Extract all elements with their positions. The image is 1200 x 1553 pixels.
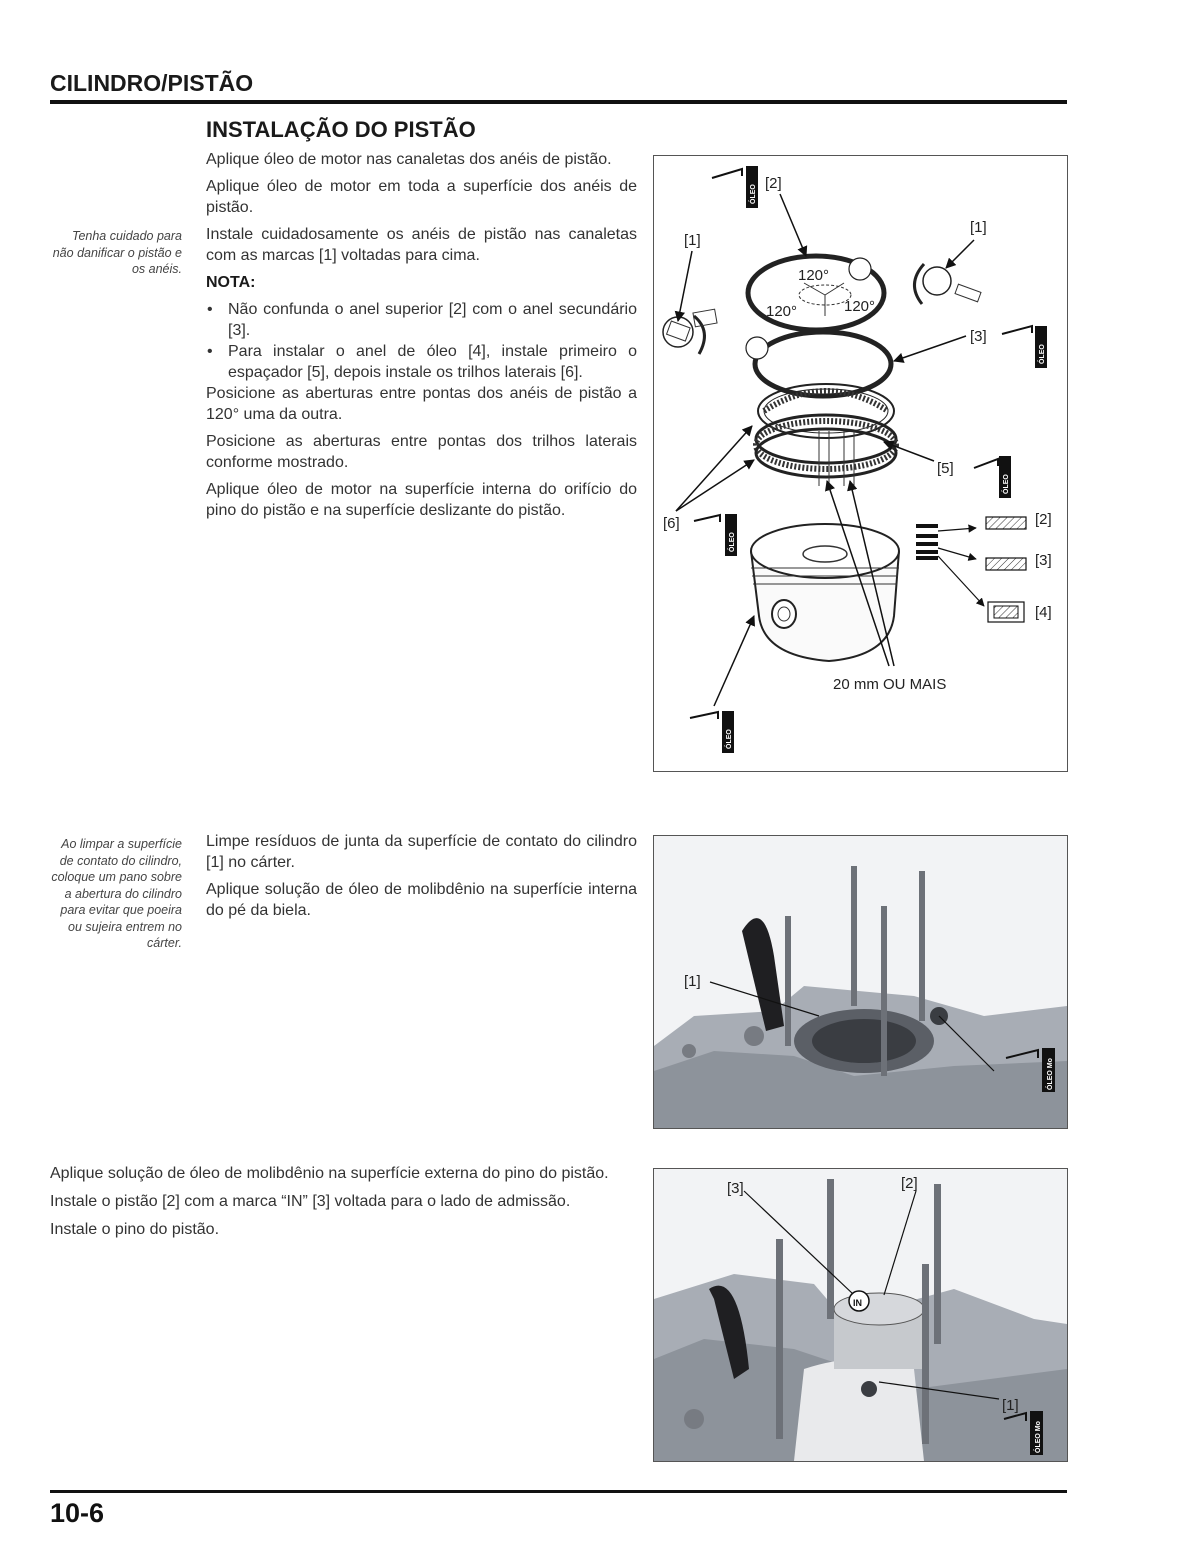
callout-label: [1] <box>970 219 987 236</box>
legend-label: [4] <box>1035 604 1052 621</box>
piston-install-photo <box>653 1168 1068 1462</box>
crankcase-photo <box>653 835 1068 1129</box>
svg-text:ÓLEO Mo: ÓLEO Mo <box>1035 1421 1042 1453</box>
section1-body <box>206 149 637 527</box>
section2-body <box>206 831 637 927</box>
page-header-title: CILINDRO/PISTÃO <box>50 70 254 96</box>
note-item: • Não confunda o anel superior [2] com o anel secundário [3]. <box>228 299 637 341</box>
page-number: 10-6 <box>50 1498 105 1528</box>
oil-can-icon <box>974 456 1011 498</box>
svg-text:ÓLEO: ÓLEO <box>1039 344 1046 364</box>
side-note-caution: Tenha cuidado para não danificar o pistão e os anéis. <box>52 229 182 276</box>
paragraph: Aplique óleo de motor nas canaletas dos anéis de pistão. <box>206 151 612 168</box>
note-label: NOTA: <box>206 274 256 291</box>
callout-label: [5] <box>937 460 954 477</box>
callout-label: [3] <box>727 1180 744 1197</box>
svg-text:IN: IN <box>853 1298 862 1308</box>
paragraph: Instale cuidadosamente os anéis de pistão nas canaletas com as marcas [1] voltadas para cima. <box>206 226 637 264</box>
piston-ring-diagram <box>653 155 1068 772</box>
svg-text:ÓLEO Mo: ÓLEO Mo <box>1047 1058 1054 1090</box>
svg-text:ÓLEO: ÓLEO <box>750 184 757 204</box>
paragraph: Limpe resíduos de junta da superfície de contato do cilindro [1] no cárter. <box>206 833 637 871</box>
callout-label: [1] <box>684 232 701 249</box>
paragraph: Instale o pino do pistão. <box>50 1221 220 1238</box>
paragraph: Aplique óleo de motor em toda a superfície dos anéis de pistão. <box>206 178 637 216</box>
legend-label: [3] <box>1035 552 1052 569</box>
crankcase-photo-drawing <box>654 836 1067 1128</box>
callout-label: [2] <box>765 175 782 192</box>
paragraph: Posicione as aberturas entre pontas dos trilhos laterais conforme mostrado. <box>206 433 637 471</box>
oil-can-icon <box>694 514 737 556</box>
svg-text:ÓLEO: ÓLEO <box>1003 474 1010 494</box>
callout-label: [6] <box>663 515 680 532</box>
oil-can-icon <box>1002 326 1047 368</box>
paragraph: Instale o pistão [2] com a marca “IN” [3] voltada para o lado de admissão. <box>50 1193 571 1210</box>
paragraph: Aplique óleo de motor na superfície interna do orifício do pino do pistão e na superfície deslizante do pistão. <box>206 481 637 519</box>
callout-label: [1] <box>1002 1397 1019 1414</box>
paragraph: Aplique solução de óleo de molibdênio na superfície interna do pé da biela. <box>206 881 637 919</box>
callout-label: [1] <box>684 973 701 990</box>
section3-body <box>50 1163 640 1246</box>
piston-ring-diagram-drawing <box>654 156 1067 771</box>
callout-label: [3] <box>970 328 987 345</box>
second-ring-drawing <box>755 332 891 396</box>
footer-divider <box>50 1490 1067 1493</box>
paragraph: Aplique solução de óleo de molibdênio na superfície externa do pino do pistão. <box>50 1165 609 1182</box>
section-title: INSTALAÇÃO DO PISTÃO <box>206 117 476 142</box>
angle-label-left: 120° <box>766 303 798 320</box>
angle-label-top: 120° <box>798 267 830 284</box>
angle-label-right: 120° <box>844 298 876 315</box>
distance-note: 20 mm OU MAIS <box>833 676 947 693</box>
callout-label: [2] <box>901 1175 918 1192</box>
note-item: • Para instalar o anel de óleo [4], instale primeiro o espaçador [5], depois instale os trilhos laterais [6]. <box>228 341 637 383</box>
side-note-cleaning: Ao limpar a superfície de contato do cilindro, coloque um pano sobre a abertura do cilindro para evitar que poeira ou sujeira entrem no cárter. <box>51 837 182 950</box>
svg-text:ÓLEO: ÓLEO <box>726 729 733 749</box>
legend-label: [2] <box>1035 511 1052 528</box>
note-list <box>206 299 637 383</box>
ring-section-legend <box>916 517 1026 622</box>
paragraph: Posicione as aberturas entre pontas dos anéis de pistão a 120° uma da outra. <box>206 385 637 423</box>
header-divider <box>50 100 1067 104</box>
piston-install-photo-drawing <box>654 1169 1067 1461</box>
svg-text:ÓLEO: ÓLEO <box>729 532 736 552</box>
oil-can-icon <box>712 166 758 208</box>
oil-can-icon <box>690 711 734 753</box>
